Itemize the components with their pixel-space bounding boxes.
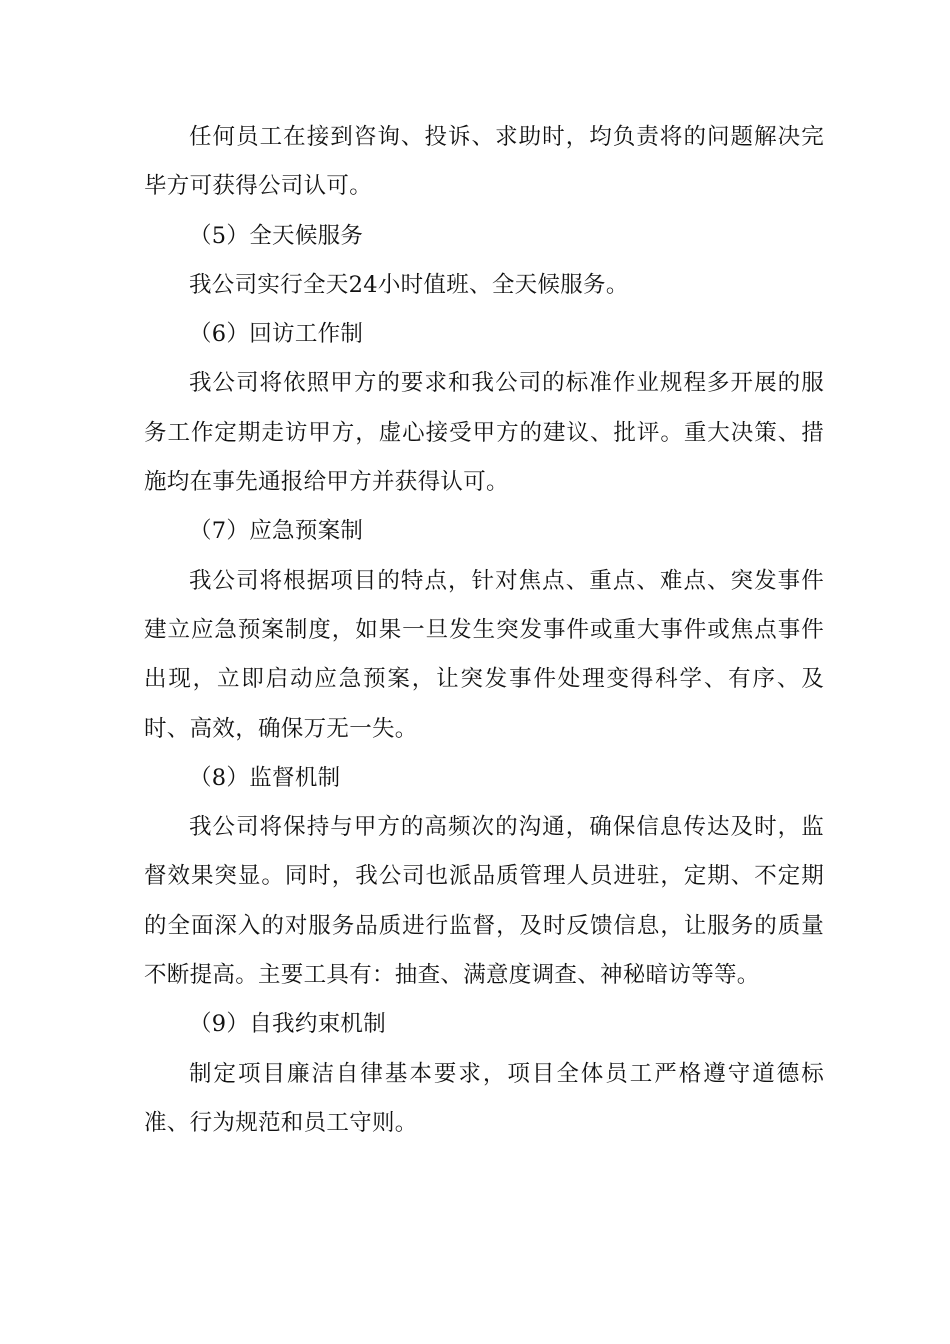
paragraph-self-discipline: 制定项目廉洁自律基本要求，项目全体员工严格遵守道德标准、行为规范和员工守则。 — [144, 1060, 824, 1136]
section-heading-8: （8）监督机制 — [189, 764, 341, 791]
document-body — [144, 113, 824, 1148]
section-heading-7: （7）应急预案制 — [189, 518, 364, 545]
paragraph-supervision: 我公司将保持与甲方的高频次的沟通，确保信息传达及时，监督效果突显。同时，我公司也派品质管理人员进驻，定期、不定期的全面深入的对服务品质进行监督，及时反馈信息，让服务的质量不断提高。主要工具有：抽查、满意度调查、神秘暗访等等。 — [144, 814, 824, 989]
section-heading-9: （9）自我约束机制 — [189, 1011, 387, 1038]
paragraph-24h-service: 我公司实行全天24小时值班、全天候服务。 — [189, 271, 629, 298]
paragraph-emergency-plan: 我公司将根据项目的特点，针对焦点、重点、难点、突发事件建立应急预案制度，如果一旦发生突发事件或重大事件或焦点事件出现，立即启动应急预案，让突发事件处理变得科学、有序、及时、高效，确保万无一失。 — [144, 567, 824, 742]
paragraph-inquiry-handling: 任何员工在接到咨询、投诉、求助时，均负责将的问题解决完毕方可获得公司认可。 — [144, 124, 824, 200]
paragraph-return-visit: 我公司将依照甲方的要求和我公司的标准作业规程多开展的服务工作定期走访甲方，虚心接受甲方的建议、批评。重大决策、措施均在事先通报给甲方并获得认可。 — [144, 370, 824, 496]
section-heading-6: （6）回访工作制 — [189, 321, 364, 348]
section-heading-5: （5）全天候服务 — [189, 222, 364, 249]
